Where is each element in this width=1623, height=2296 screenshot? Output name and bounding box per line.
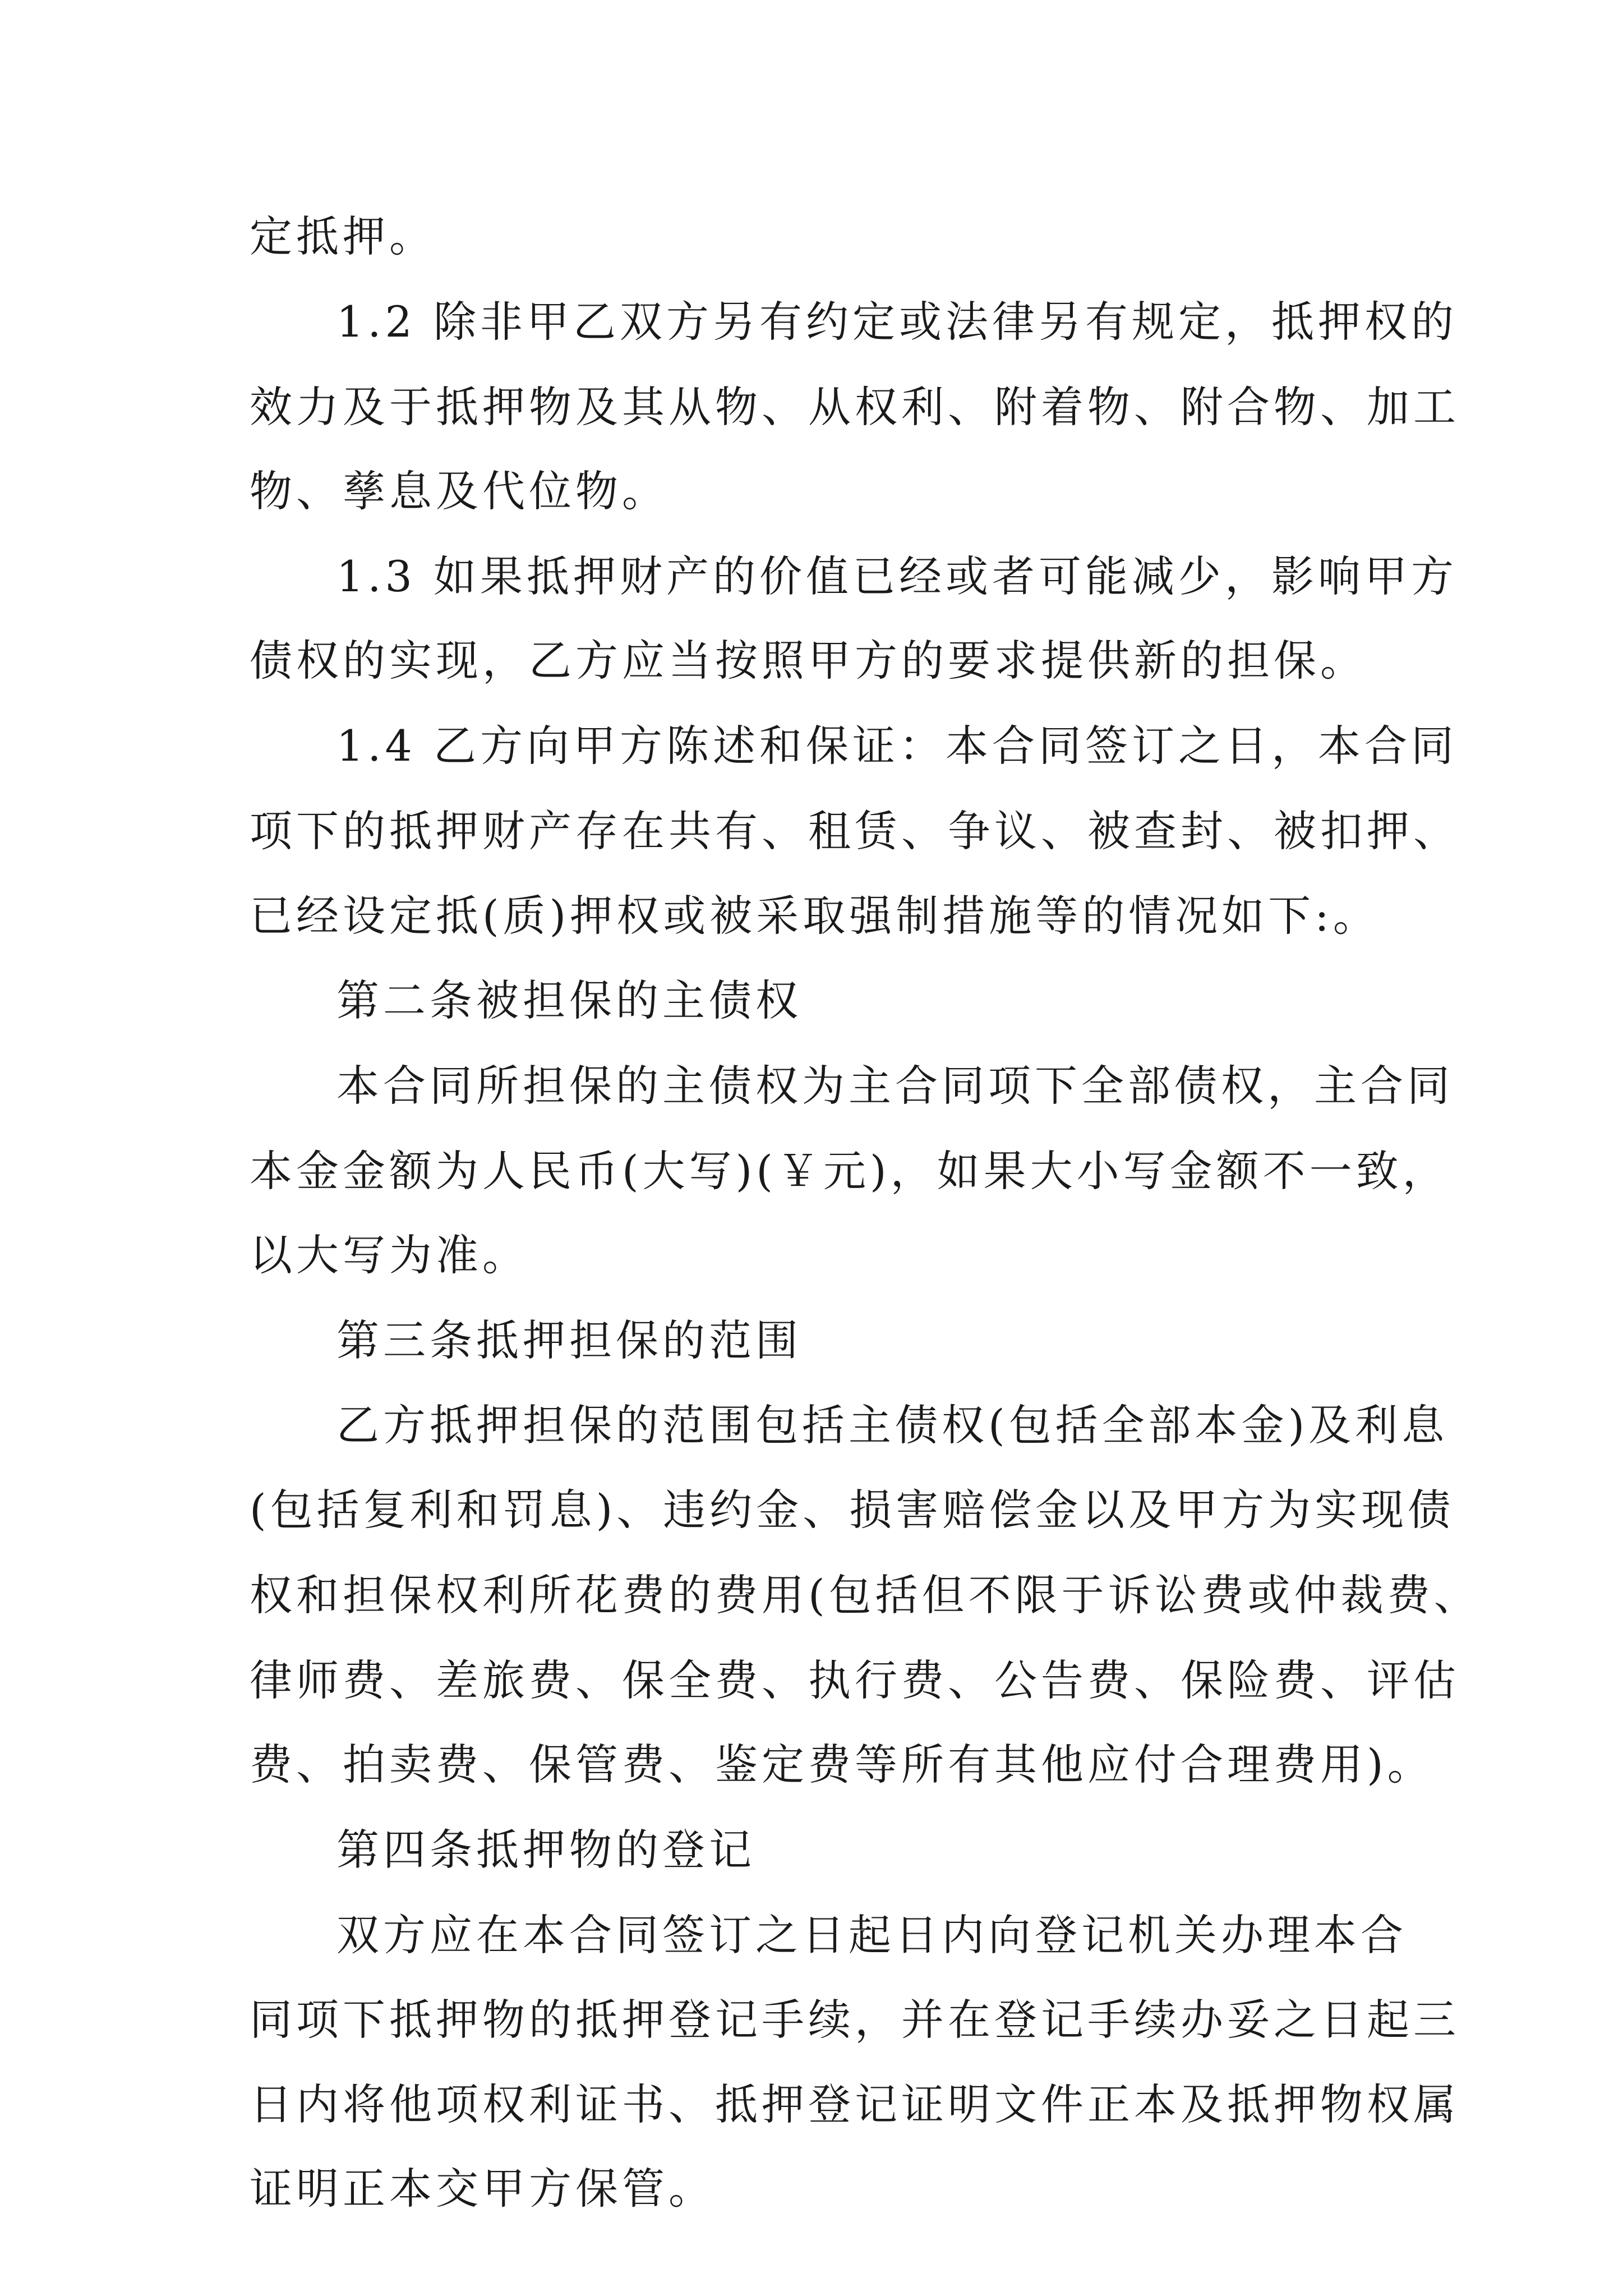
text-line: 效力及于抵押物及其从物、从权利、附着物、附合物、加工 xyxy=(250,382,1460,432)
text-line: 项下的抵押财产存在共有、租赁、争议、被查封、被扣押、 xyxy=(250,806,1460,856)
text-line: 日内将他项权利证书、抵押登记证明文件正本及抵押物权属 xyxy=(250,2079,1460,2129)
text-line: 律师费、差旅费、保全费、执行费、公告费、保险费、评估 xyxy=(250,1655,1460,1705)
text-line: 双方应在本合同签订之日起日内向登记机关办理本合 xyxy=(336,1910,1407,1960)
text-line: 证明正本交甲方保管。 xyxy=(250,2164,715,2214)
text-line: 本金金额为人民币(大写)(￥元)，如果大小写金额不一致， xyxy=(250,1146,1449,1196)
text-line: 以大写为准。 xyxy=(250,1230,529,1280)
section-heading: 第三条抵押担保的范围 xyxy=(336,1315,802,1365)
section-heading: 第四条抵押物的登记 xyxy=(336,1825,755,1875)
text-line: 定抵押。 xyxy=(250,211,436,261)
text-line: 1.4 乙方向甲方陈述和保证：本合同签订之日，本合同 xyxy=(336,721,1458,771)
text-line: 费、拍卖费、保管费、鉴定费等所有其他应付合理费用)。 xyxy=(250,1740,1434,1789)
text-line: 同项下抵押物的抵押登记手续，并在登记手续办妥之日起三 xyxy=(250,1995,1460,2045)
section-heading: 第二条被担保的主债权 xyxy=(336,976,802,1025)
text-line: 物、孳息及代位物。 xyxy=(250,466,668,516)
text-line: (包括复利和罚息)、违约金、损害赔偿金以及甲方为实现债 xyxy=(250,1485,1455,1535)
text-line: 本合同所担保的主债权为主合同项下全部债权，主合同 xyxy=(336,1061,1454,1111)
text-line: 乙方抵押担保的范围包括主债权(包括全部本金)及利息 xyxy=(336,1400,1449,1450)
text-line: 已经设定抵(质)押权或被采取强制措施等的情况如下:。 xyxy=(250,891,1380,941)
text-line: 1.3 如果抵押财产的价值已经或者可能减少，影响甲方 xyxy=(336,551,1458,601)
text-line: 债权的实现，乙方应当按照甲方的要求提供新的担保。 xyxy=(250,636,1367,685)
text-line: 权和担保权利所花费的费用(包括但不限于诉讼费或仲裁费、 xyxy=(250,1570,1481,1620)
text-line: 1.2 除非甲乙双方另有约定或法律另有规定，抵押权的 xyxy=(336,297,1458,347)
